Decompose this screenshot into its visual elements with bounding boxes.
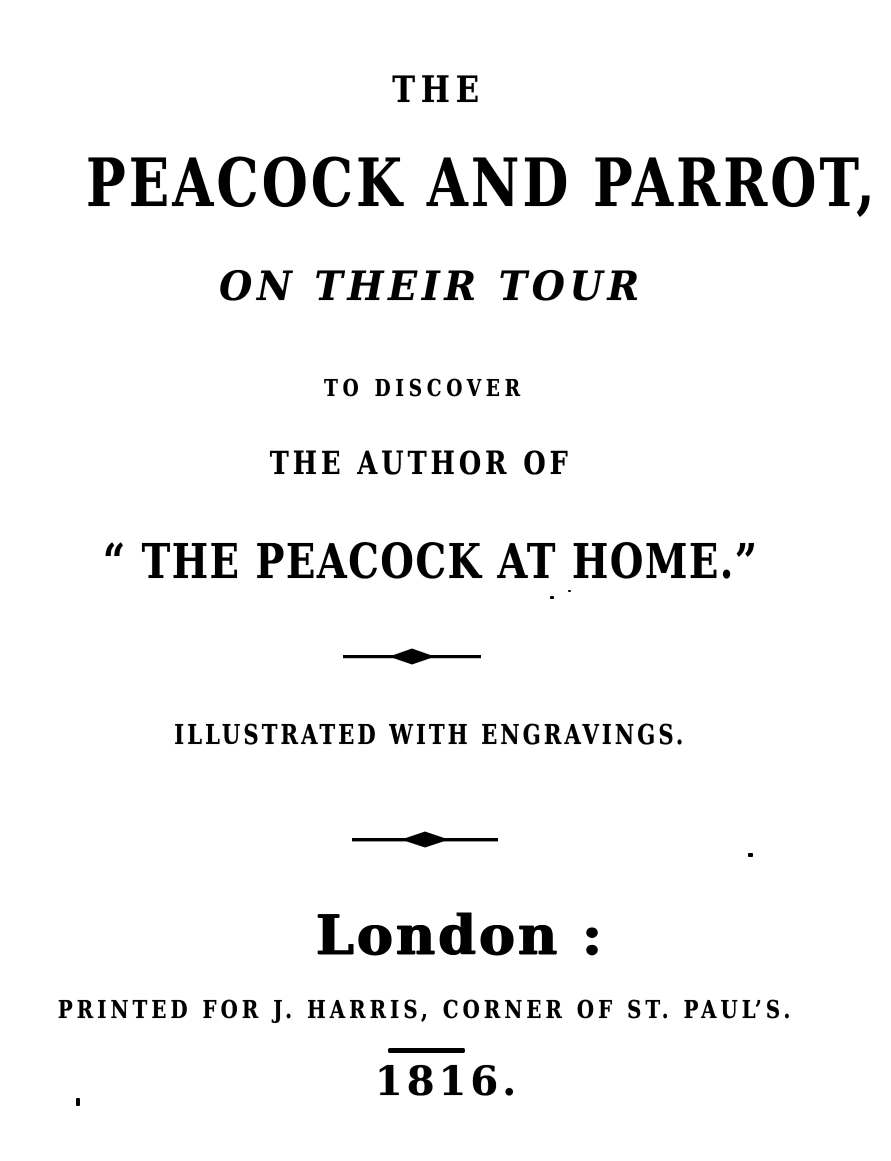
imprint-publisher-text: PRINTED FOR J. HARRIS, CORNER OF ST. PAUL’S. — [57, 995, 795, 1024]
imprint-year — [2, 1058, 891, 1105]
scan-speck — [550, 596, 554, 599]
imprint-city-text: London : — [315, 903, 606, 967]
referenced-work-title — [0, 534, 876, 590]
author-line — [0, 444, 866, 482]
connector-line-text: TO DISCOVER — [324, 375, 525, 402]
book-title — [0, 144, 878, 222]
imprint-publisher-line — [0, 995, 868, 1024]
book-subtitle-text: ON THEIR TOUR — [219, 263, 644, 310]
imprint-city — [15, 903, 891, 967]
short-rule-icon — [388, 1048, 465, 1053]
book-title-text: PEACOCK AND PARROT, — [85, 144, 878, 222]
illustration-note-text: ILLUSTRATED WITH ENGRAVINGS. — [174, 720, 687, 751]
referenced-work-title-text: “ THE PEACOCK AT HOME.” — [102, 534, 759, 590]
scan-speck — [748, 853, 753, 857]
scan-speck — [76, 1098, 80, 1106]
imprint-year-text: 1816. — [374, 1058, 521, 1105]
series-article — [0, 69, 884, 111]
diamond-rule-middle-icon — [352, 831, 498, 848]
book-subtitle — [0, 263, 877, 310]
series-article-text: THE — [392, 69, 485, 111]
scan-speck — [568, 590, 571, 592]
connector-line — [0, 377, 870, 400]
diamond-rule-top-icon — [343, 648, 481, 665]
author-line-text: THE AUTHOR OF — [269, 444, 572, 482]
illustration-note — [0, 722, 876, 749]
